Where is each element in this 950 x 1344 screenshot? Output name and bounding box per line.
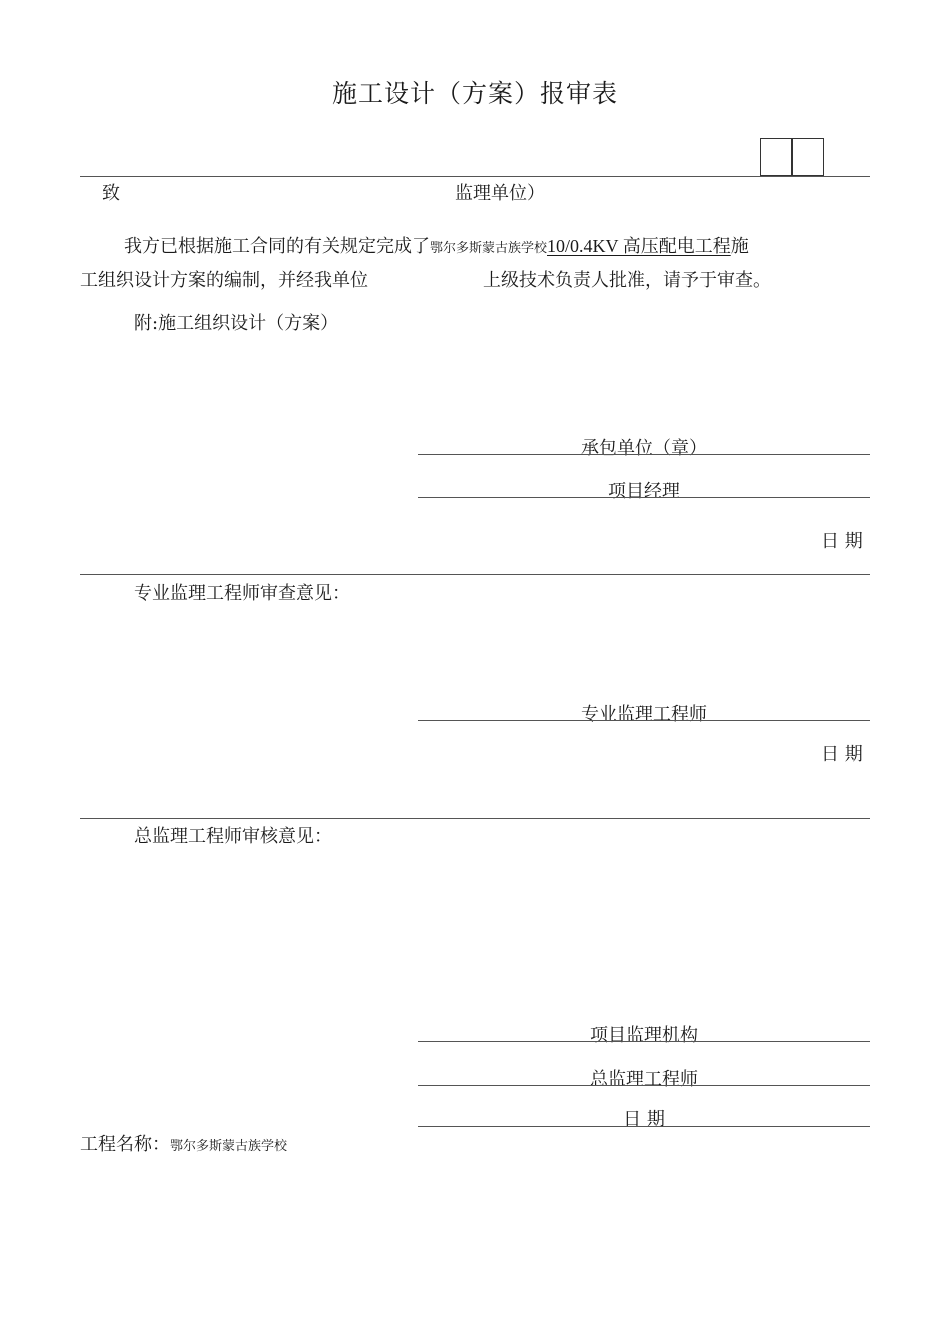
specialist-opinion-label: 专业监理工程师审查意见： [134,583,350,604]
section-divider-1 [80,574,870,575]
to-supervision-unit: 监理单位） [455,183,545,204]
form-title: 施工设计（方案）报审表 [331,79,618,108]
chief-opinion-label: 总监理工程师审核意见： [134,826,332,847]
contractor-unit-signature-line[interactable] [418,454,870,455]
footer-project-name-value: 鄂尔多斯蒙古族学校 [170,1139,288,1154]
form-number-box-2[interactable] [791,138,824,176]
project-manager-signature-line[interactable] [418,497,870,498]
chief-engineer-label: 总监理工程师 [590,1069,698,1090]
body-line-1-prefix: 我方已根据施工合同的有关规定完成了 [124,236,430,257]
project-name-inline: 鄂尔多斯蒙古族学校 [430,241,548,256]
to-prefix: 致 [102,183,120,204]
attachment-label: 附:施工组织设计（方案） [134,313,339,334]
supervision-agency-signature-line[interactable] [418,1041,870,1042]
body-line-2-suffix: 上级技术负责人批准，请予于审查。 [483,270,771,291]
footer-project-name-label: 工程名称： [80,1134,170,1155]
chief-engineer-signature-line[interactable] [418,1085,870,1086]
chief-date-label: 日 期 [623,1109,665,1130]
body-line-1 [124,232,749,258]
project-manager-label: 项目经理 [608,481,680,502]
specialist-engineer-label: 专业监理工程师 [581,704,707,725]
contractor-unit-label: 承包单位（章） [581,438,707,459]
header-divider [80,176,870,177]
specialist-date-label: 日 期 [821,744,863,765]
body-line-2-prefix: 工组织设计方案的编制，并经我单位 [80,270,368,291]
section-divider-2 [80,818,870,819]
form-number-box-1[interactable] [760,138,793,176]
contractor-date-label: 日 期 [821,531,863,552]
chief-date-signature-line[interactable] [418,1126,870,1127]
supervision-agency-label: 项目监理机构 [590,1025,698,1046]
specialist-engineer-signature-line[interactable] [418,720,870,721]
project-title-inline: 10/0.4KV 高压配电工程 [547,236,731,256]
body-line-1-suffix: 施 [730,236,749,257]
footer-project-name [80,1130,287,1156]
